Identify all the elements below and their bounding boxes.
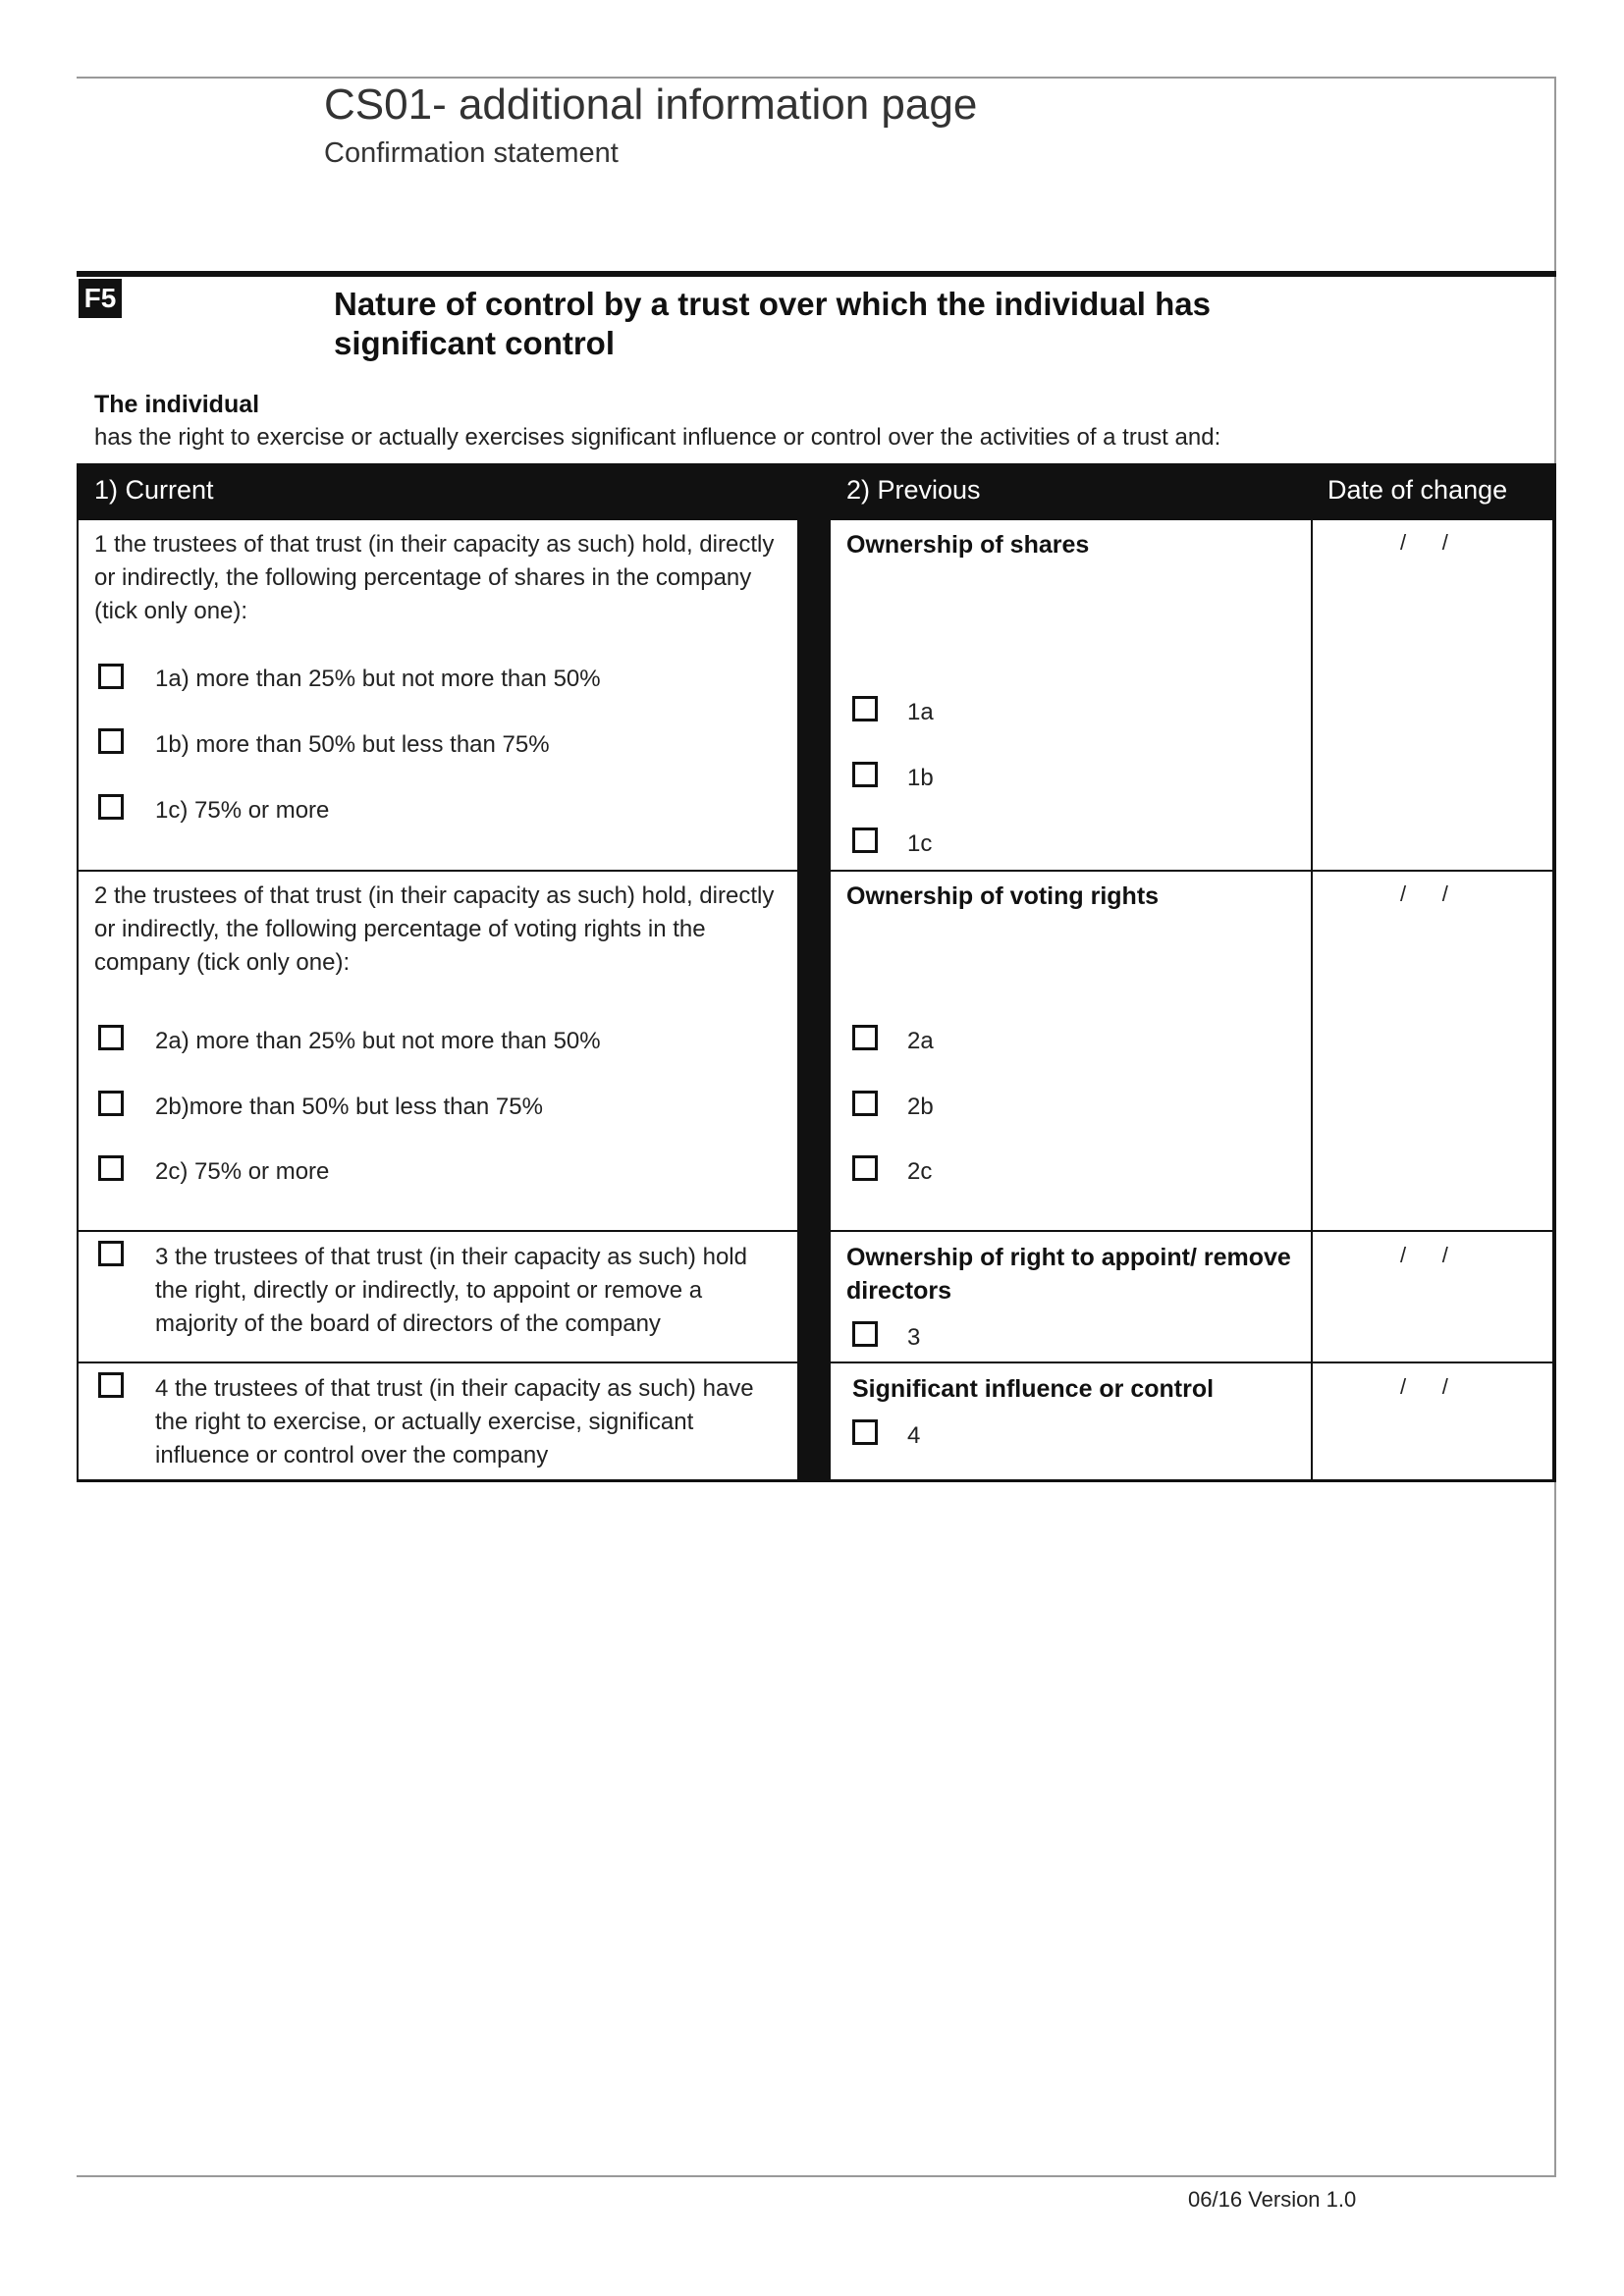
- header-previous: 2) Previous: [846, 475, 981, 505]
- individual-heading: The individual: [94, 391, 260, 418]
- row-divider: [77, 1362, 1556, 1363]
- option-1a-label: 1a) more than 25% but not more than 50%: [155, 666, 601, 692]
- table-border-bottom: [77, 1479, 1556, 1482]
- checkbox-1a-previous[interactable]: [852, 696, 878, 721]
- checkbox-2c-previous[interactable]: [852, 1155, 878, 1181]
- row-divider: [77, 870, 1556, 872]
- row2-current-text: 2 the trustees of that trust (in their capacity as such) hold, directly or indirectly, the following percentage of voting rights in the company (tick only one):: [94, 882, 775, 976]
- option-2b-label: 2b)more than 50% but less than 75%: [155, 1094, 543, 1120]
- option-4-previous-label: 4: [907, 1422, 921, 1449]
- row-divider: [77, 1230, 1556, 1232]
- option-2c-previous-label: 2c: [907, 1158, 933, 1185]
- checkbox-3-current[interactable]: [98, 1241, 124, 1266]
- checkbox-1b-current[interactable]: [98, 728, 124, 754]
- table-column-divider: [797, 520, 831, 1482]
- checkbox-1a-current[interactable]: [98, 664, 124, 689]
- header-current: 1) Current: [94, 475, 214, 505]
- row4-previous-heading: Significant influence or control: [852, 1375, 1215, 1403]
- table-border-left: [77, 520, 79, 1482]
- option-1c-label: 1c) 75% or more: [155, 797, 330, 824]
- checkbox-4-previous[interactable]: [852, 1419, 878, 1445]
- row3-current-text: 3 the trustees of that trust (in their capacity as such) hold the right, directly or indirectly, to appoint or remove a majority of the board of directors of the company: [155, 1244, 747, 1337]
- row4-current-text: 4 the trustees of that trust (in their capacity as such) have the right to exercise, or actually exercise, significant influence or control over the company: [155, 1375, 754, 1468]
- row1-previous-heading: Ownership of shares: [846, 531, 1090, 559]
- page-frame-top: [77, 77, 1554, 79]
- checkbox-4-current[interactable]: [98, 1372, 124, 1398]
- section-rule: [77, 271, 1556, 277]
- table-border-right: [1552, 520, 1556, 1482]
- option-2a-previous-label: 2a: [907, 1028, 934, 1054]
- checkbox-3-previous[interactable]: [852, 1321, 878, 1347]
- checkbox-2b-current[interactable]: [98, 1091, 124, 1116]
- checkbox-2a-previous[interactable]: [852, 1025, 878, 1050]
- version-label: 06/16 Version 1.0: [1188, 2187, 1357, 2212]
- option-1b-previous-label: 1b: [907, 765, 934, 791]
- individual-text: has the right to exercise or actually exercises significant influence or control over the activities of a trust and:: [94, 424, 1221, 451]
- option-1b-label: 1b) more than 50% but less than 75%: [155, 731, 550, 758]
- option-1a-previous-label: 1a: [907, 699, 934, 725]
- header-date-of-change: Date of change: [1327, 475, 1508, 505]
- row4-date-of-change-field[interactable]: / /: [1400, 1374, 1448, 1399]
- row3-date-of-change-field[interactable]: / /: [1400, 1243, 1448, 1267]
- checkbox-2b-previous[interactable]: [852, 1091, 878, 1116]
- row1-date-of-change-field[interactable]: / /: [1400, 530, 1448, 555]
- page-title: CS01- additional information page: [324, 80, 978, 129]
- checkbox-2c-current[interactable]: [98, 1155, 124, 1181]
- checkbox-1c-previous[interactable]: [852, 828, 878, 853]
- row1-current-text: 1 the trustees of that trust (in their capacity as such) hold, directly or indirectly, the following percentage of shares in the company (tick only one):: [94, 531, 775, 624]
- table-date-divider: [1311, 520, 1313, 1482]
- row2-previous-heading: Ownership of voting rights: [846, 882, 1160, 910]
- row3-previous-heading: Ownership of right to appoint/ remove directors: [846, 1244, 1291, 1305]
- page-frame-bottom: [77, 2175, 1556, 2177]
- option-2b-previous-label: 2b: [907, 1094, 934, 1120]
- section-code: F5: [79, 279, 122, 318]
- row2-date-of-change-field[interactable]: / /: [1400, 881, 1448, 906]
- checkbox-1c-current[interactable]: [98, 794, 124, 820]
- option-2c-label: 2c) 75% or more: [155, 1158, 330, 1185]
- checkbox-1b-previous[interactable]: [852, 762, 878, 787]
- section-title: Nature of control by a trust over which the individual has significant control: [334, 286, 1211, 361]
- option-2a-label: 2a) more than 25% but not more than 50%: [155, 1028, 601, 1054]
- option-1c-previous-label: 1c: [907, 830, 933, 857]
- page-subtitle: Confirmation statement: [324, 137, 619, 169]
- checkbox-2a-current[interactable]: [98, 1025, 124, 1050]
- option-3-previous-label: 3: [907, 1324, 921, 1351]
